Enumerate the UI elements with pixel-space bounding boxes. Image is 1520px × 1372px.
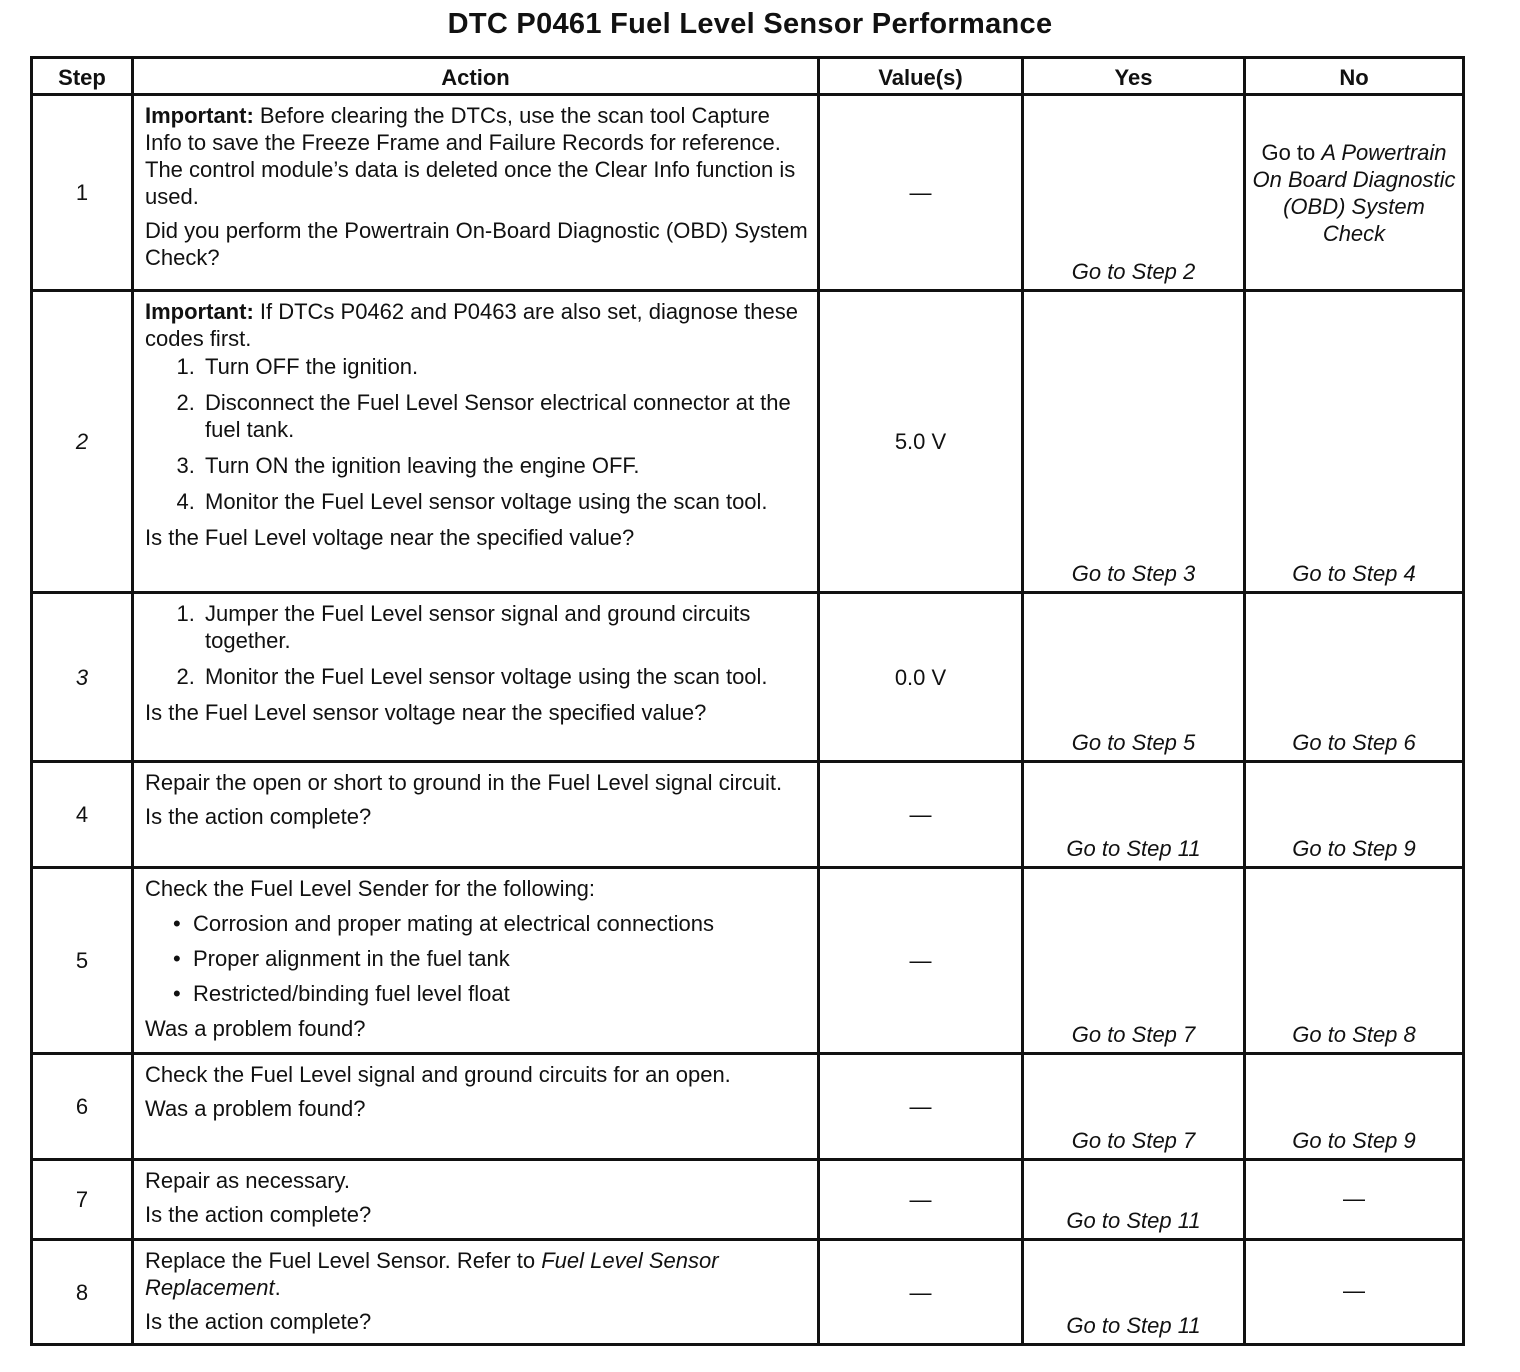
no-cell: Go to Step 6 xyxy=(1245,593,1464,762)
action-text: Check the Fuel Level signal and ground circuits for an open. xyxy=(145,1062,731,1087)
table-row xyxy=(32,593,1464,762)
value-cell: — xyxy=(819,95,1023,291)
action-text: Repair the open or short to ground in the Fuel Level signal circuit. xyxy=(145,770,783,795)
important-note xyxy=(145,298,809,352)
header-step: Step xyxy=(32,58,133,95)
important-text: If DTCs P0462 and P0463 are also set, diagnose these codes first. xyxy=(145,299,798,351)
question-text: Is the action complete? xyxy=(145,1202,372,1227)
action-text: Check the Fuel Level Sender for the following: xyxy=(145,876,596,901)
list-item: 1. Jumper the Fuel Level sensor signal and ground circuits together. xyxy=(201,600,809,654)
action-cell xyxy=(133,593,819,762)
table-row xyxy=(32,95,1464,291)
step-number: 1 xyxy=(32,95,133,291)
yes-cell: Go to Step 11 xyxy=(1023,1160,1245,1240)
table-row xyxy=(32,291,1464,593)
yes-cell: Go to Step 7 xyxy=(1023,868,1245,1054)
step-number: 3 xyxy=(32,593,133,762)
value-cell: — xyxy=(819,868,1023,1054)
action-text-prefix: Replace the Fuel Level Sensor. Refer to xyxy=(145,1248,542,1273)
yes-cell: Go to Step 7 xyxy=(1023,1054,1245,1160)
step-list xyxy=(145,353,809,515)
yes-cell: Go to Step 2 xyxy=(1023,95,1245,291)
header-yes: Yes xyxy=(1023,58,1245,95)
no-prefix: Go to xyxy=(1261,139,1322,165)
value-cell: — xyxy=(819,1240,1023,1345)
question-text: Is the action complete? xyxy=(145,1309,372,1334)
action-cell xyxy=(133,291,819,593)
action-cell xyxy=(133,868,819,1054)
question-text: Was a problem found? xyxy=(145,1016,366,1041)
value-cell: — xyxy=(819,762,1023,868)
action-text xyxy=(145,1247,809,1301)
value-cell: 0.0 V xyxy=(819,593,1023,762)
list-item: • Proper alignment in the fuel tank xyxy=(193,945,809,972)
table-row xyxy=(32,1054,1464,1160)
table-row xyxy=(32,762,1464,868)
value-cell: — xyxy=(819,1160,1023,1240)
yes-cell: Go to Step 11 xyxy=(1023,1240,1245,1345)
no-cell: Go to Step 8 xyxy=(1245,868,1464,1054)
diagnostic-table xyxy=(30,56,1465,1346)
page-title: DTC P0461 Fuel Level Sensor Performance xyxy=(447,8,1053,40)
bullet-list xyxy=(145,910,809,1007)
list-item: 3. Turn ON the ignition leaving the engine OFF. xyxy=(201,452,809,479)
action-cell xyxy=(133,1160,819,1240)
question-text: Did you perform the Powertrain On-Board Diagnostic (OBD) System Check? xyxy=(145,218,808,270)
yes-cell: Go to Step 3 xyxy=(1023,291,1245,593)
step-number: 4 xyxy=(32,762,133,868)
list-item: 1. Turn OFF the ignition. xyxy=(201,353,809,380)
action-cell xyxy=(133,1240,819,1345)
no-cell: Go to Step 4 xyxy=(1245,291,1464,593)
question-text: Is the Fuel Level sensor voltage near the specified value? xyxy=(145,700,707,725)
yes-cell: Go to Step 5 xyxy=(1023,593,1245,762)
important-text: Before clearing the DTCs, use the scan tool Capture Info to save the Freeze Frame and Failure Records for reference. The control module’s data is deleted once the Clear Info function is used. xyxy=(145,103,796,209)
list-item: 2. Disconnect the Fuel Level Sensor electrical connector at the fuel tank. xyxy=(201,389,809,443)
no-reference: A Powertrain On Board Diagnostic (OBD) System Check xyxy=(1252,139,1456,246)
header-values: Value(s) xyxy=(819,58,1023,95)
action-text: Repair as necessary. xyxy=(145,1168,351,1193)
step-number: 6 xyxy=(32,1054,133,1160)
table-row xyxy=(32,1240,1464,1345)
important-label: Important: xyxy=(145,299,254,324)
header-no: No xyxy=(1245,58,1464,95)
step-list xyxy=(145,600,809,690)
action-reference: Fuel Level Sensor Replacement xyxy=(145,1248,719,1300)
no-cell: — xyxy=(1245,1160,1464,1240)
header-row xyxy=(32,58,1464,95)
yes-cell: Go to Step 11 xyxy=(1023,762,1245,868)
list-item: • Corrosion and proper mating at electrical connections xyxy=(193,910,809,937)
list-item: 2. Monitor the Fuel Level sensor voltage using the scan tool. xyxy=(201,663,809,690)
action-cell xyxy=(133,95,819,291)
list-item: • Restricted/binding fuel level float xyxy=(193,980,809,1007)
action-text-suffix: . xyxy=(274,1275,281,1300)
important-label: Important: xyxy=(145,103,254,128)
value-cell: 5.0 V xyxy=(819,291,1023,593)
no-cell xyxy=(1245,95,1464,291)
value-cell: — xyxy=(819,1054,1023,1160)
important-note xyxy=(145,102,809,210)
action-cell xyxy=(133,1054,819,1160)
header-action: Action xyxy=(133,58,819,95)
no-cell: — xyxy=(1245,1240,1464,1345)
no-cell: Go to Step 9 xyxy=(1245,762,1464,868)
table-row xyxy=(32,1160,1464,1240)
question-text: Is the Fuel Level voltage near the specified value? xyxy=(145,525,635,550)
step-number: 2 xyxy=(32,291,133,593)
step-number: 5 xyxy=(32,868,133,1054)
no-cell: Go to Step 9 xyxy=(1245,1054,1464,1160)
step-number: 7 xyxy=(32,1160,133,1240)
question-text: Was a problem found? xyxy=(145,1096,366,1121)
question-text: Is the action complete? xyxy=(145,804,372,829)
step-number: 8 xyxy=(32,1240,133,1345)
action-cell xyxy=(133,762,819,868)
list-item: 4. Monitor the Fuel Level sensor voltage using the scan tool. xyxy=(201,488,809,515)
table-row xyxy=(32,868,1464,1054)
